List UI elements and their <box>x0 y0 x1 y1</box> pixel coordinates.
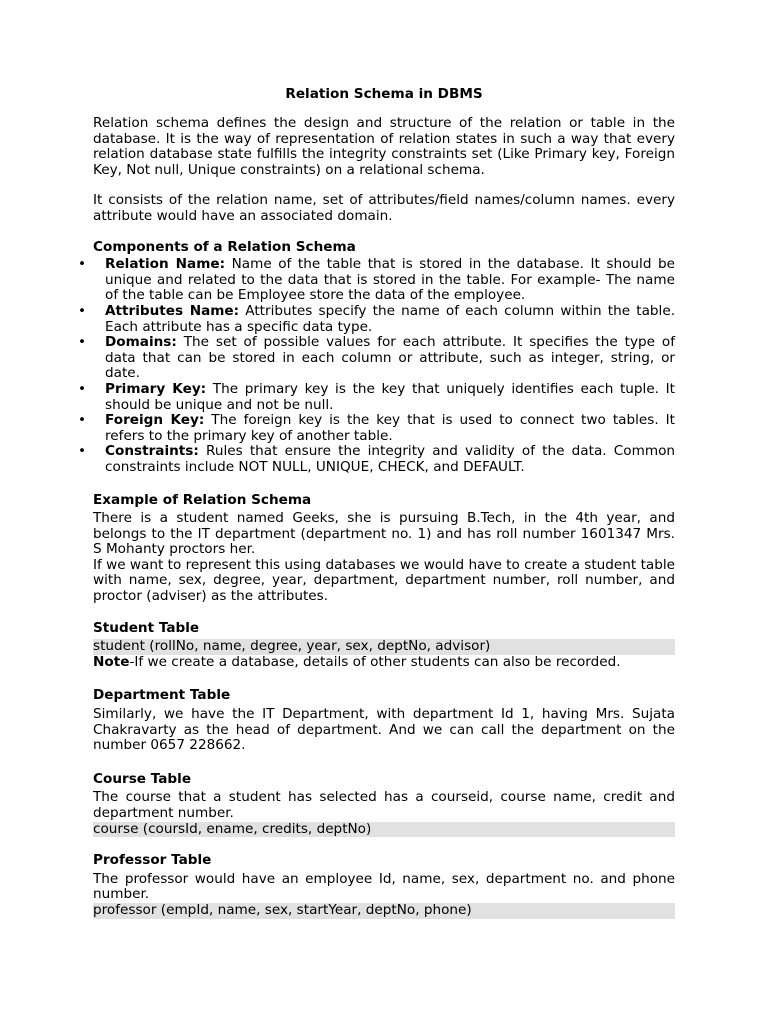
component-term: Attributes Name: <box>105 302 240 319</box>
component-text: The primary key is the key that uniquely identifies each tuple. It should be unique and not be null. <box>105 380 676 413</box>
component-term: Domains: <box>105 334 177 351</box>
bullet-icon: • <box>78 380 87 397</box>
professor-table-heading: Professor Table <box>93 852 212 869</box>
component-text: Rules that ensure the integrity and validity of the data. Common constraints include NOT NULL, UNIQUE, CHECK, and DEFAULT. <box>105 443 675 475</box>
note-text: -If we create a database, details of other students can also be recorded. <box>129 653 621 670</box>
component-text: Attributes specify the name of each column within the table. Each attribute has a specific data type. <box>105 302 676 335</box>
components-list <box>78 256 676 475</box>
component-term: Constraints: <box>105 443 199 460</box>
component-text: Name of the table that is stored in the database. It should be unique and related to the data that is stored in the table. For example- The name of the table can be Employee store the data of the employee. <box>105 256 675 304</box>
course-schema: course (coursId, ename, credits, deptNo) <box>93 822 675 838</box>
document-title: Relation Schema in DBMS <box>285 86 483 102</box>
example-heading: Example of Relation Schema <box>93 492 312 509</box>
bullet-icon: • <box>78 334 87 351</box>
bullet-icon: • <box>78 412 87 429</box>
course-table-heading: Course Table <box>93 770 192 787</box>
intro-paragraph-1: Relation schema defines the design and structure of the relation or table in the database. It is the way of representation of relation states in such a way that every relation database state fulfills the integrity constraints set (Like Primary key, Foreign Key, Not null, Unique constraints) on a relational schema. <box>93 115 675 178</box>
component-text: The set of possible values for each attribute. It specifies the type of data that can be stored in each column or attribute, such as integer, string, or date. <box>105 334 675 382</box>
list-item <box>78 256 675 304</box>
professor-paragraph: The professor would have an employee Id, name, sex, department no. and phone number. <box>93 870 675 903</box>
student-note <box>93 655 675 671</box>
course-paragraph: The course that a student has selected has a courseid, course name, credit and department number. <box>93 789 675 821</box>
list-item <box>78 302 676 335</box>
department-paragraph: Similarly, we have the IT Department, with department Id 1, having Mrs. Sujata Chakravarty as the head of department. And we can call the department on the number 0657 228662. <box>93 706 675 754</box>
list-item <box>78 334 675 382</box>
list-item <box>78 443 675 475</box>
intro-paragraph-2: It consists of the relation name, set of attributes/field names/column names. every attribute would have an associated domain. <box>93 192 675 224</box>
list-item <box>78 412 675 444</box>
components-heading: Components of a Relation Schema <box>93 238 356 255</box>
component-term: Primary Key: <box>105 380 207 397</box>
bullet-icon: • <box>78 302 87 319</box>
bullet-icon: • <box>78 443 87 460</box>
student-table-heading: Student Table <box>93 619 200 636</box>
note-label: Note <box>93 653 130 670</box>
student-schema: student (rollNo, name, degree, year, sex, deptNo, advisor) <box>93 639 675 655</box>
component-term: Relation Name: <box>105 256 226 273</box>
component-term: Foreign Key: <box>105 412 205 429</box>
list-item <box>78 380 676 413</box>
example-paragraph-2: If we want to represent this using databases we would have to create a student table with name, sex, degree, year, department, department number, roll number, and proctor (adviser) as the attributes. <box>93 556 675 605</box>
example-paragraph-1: There is a student named Geeks, she is pursuing B.Tech, in the 4th year, and belongs to the IT department (department no. 1) and has roll number 1601347 Mrs. S Mohanty proctors her. <box>93 510 675 558</box>
professor-schema: professor (empId, name, sex, startYear, deptNo, phone) <box>93 903 675 919</box>
document-content <box>78 86 676 919</box>
department-table-heading: Department Table <box>93 687 231 704</box>
bullet-icon: • <box>78 256 87 273</box>
component-text: The foreign key is the key that is used to connect two tables. It refers to the primary key of another table. <box>105 412 675 444</box>
